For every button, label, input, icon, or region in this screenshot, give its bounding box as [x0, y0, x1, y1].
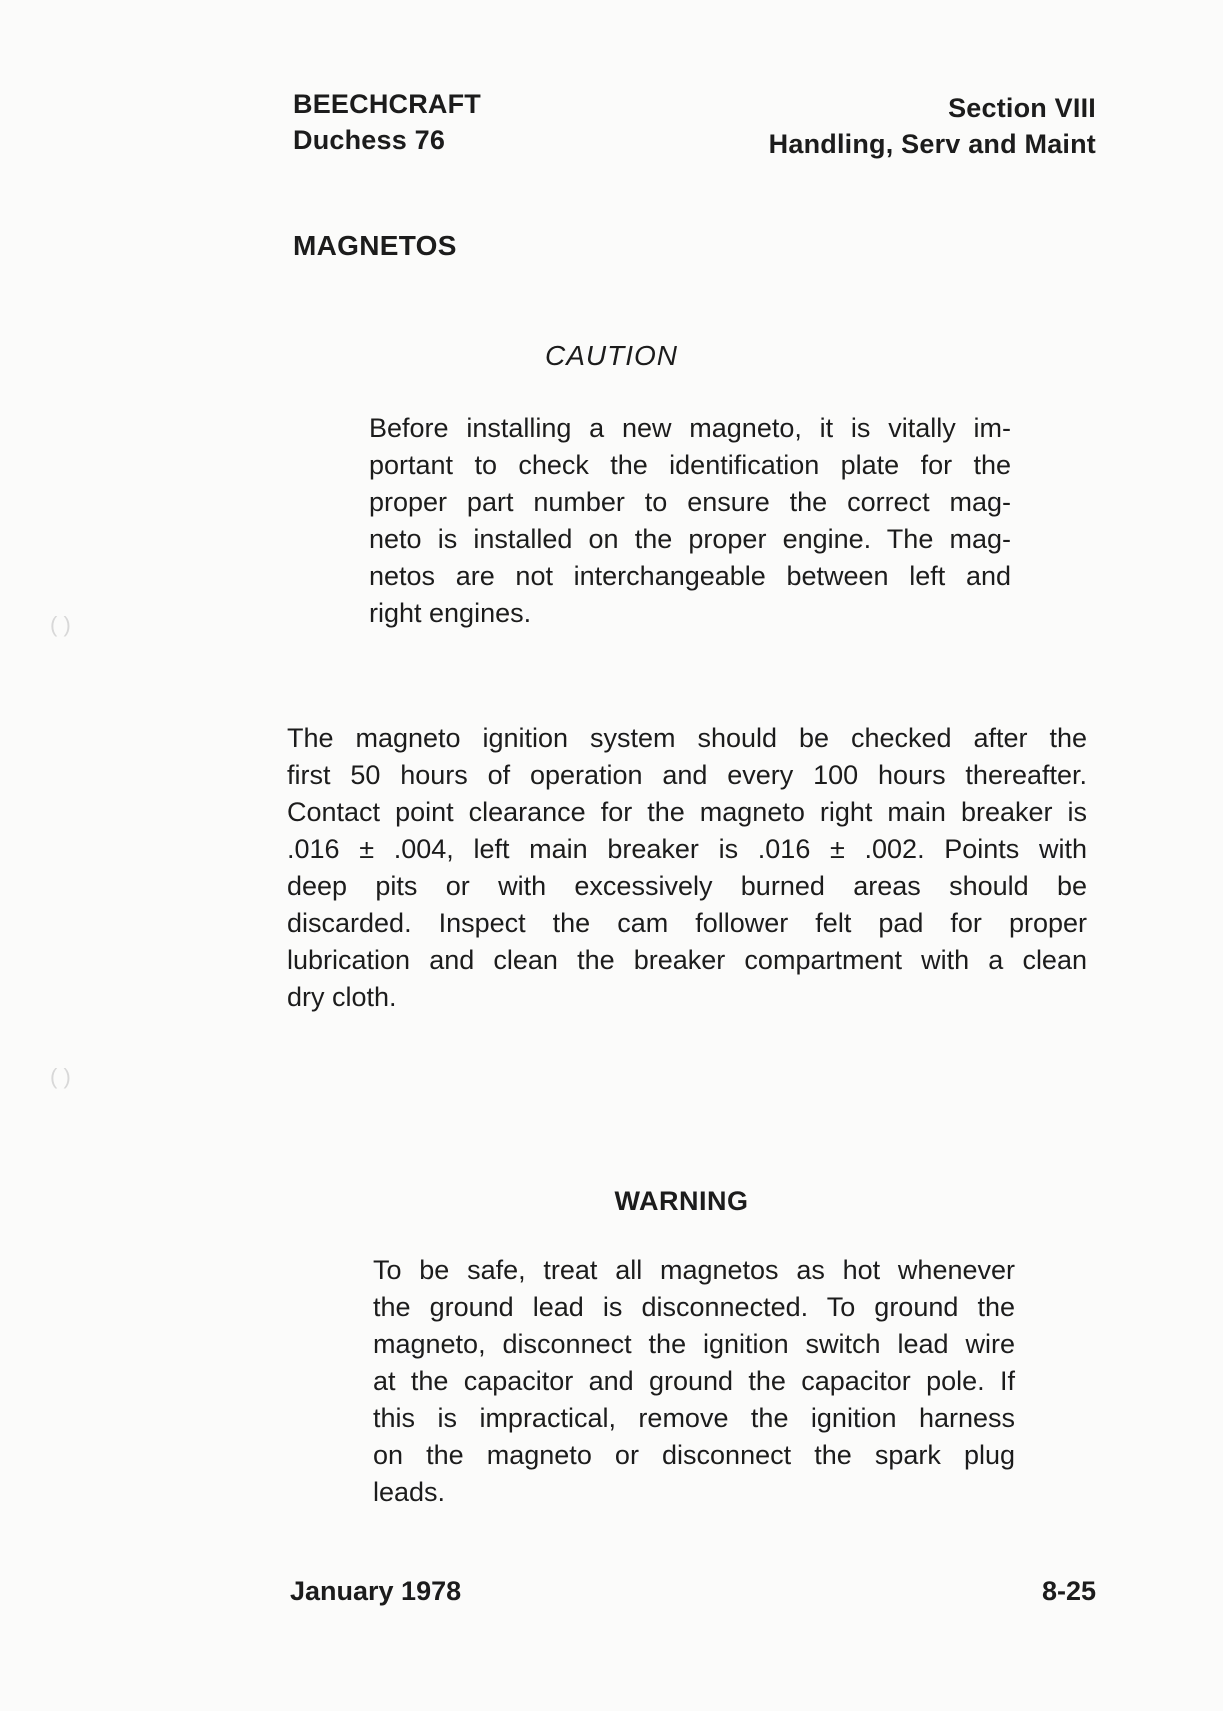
body-line: .016 ± .004, left main breaker is .016 ± .002. Points with	[287, 834, 1087, 864]
footer-page-number: 8-25	[1041, 1576, 1096, 1606]
caution-line: proper part number to ensure the correct mag-	[369, 487, 1011, 517]
binder-hole-mark: ( )	[50, 1064, 71, 1089]
warning-line: on the magneto or disconnect the spark plug	[373, 1440, 1015, 1470]
warning-title: WARNING	[614, 1186, 749, 1216]
caution-line: netos are not interchangeable between left and	[369, 561, 1011, 591]
body-paragraph	[287, 720, 1087, 1016]
body-line: The magneto ignition system should be checked after the	[287, 723, 1087, 753]
footer-date: January 1978	[290, 1576, 462, 1606]
warning-line: magneto, disconnect the ignition switch lead wire	[373, 1329, 1015, 1359]
caution-text	[369, 410, 1011, 632]
header-section-title: Handling, Serv and Maint	[768, 129, 1096, 159]
body-line: first 50 hours of operation and every 100 hours thereafter.	[287, 760, 1087, 790]
warning-line: at the capacitor and ground the capacitor pole. If	[373, 1366, 1015, 1396]
header-right	[769, 90, 1096, 162]
warning-line: this is impractical, remove the ignition harness	[373, 1403, 1015, 1433]
warning-line: leads.	[373, 1477, 446, 1507]
header-left	[293, 86, 481, 158]
section-title: MAGNETOS	[293, 230, 457, 261]
caution-line: Before installing a new magneto, it is vitally im-	[369, 413, 1011, 443]
caution-line: right engines.	[369, 598, 532, 628]
body-line: dry cloth.	[287, 982, 397, 1012]
body-line: lubrication and clean the breaker compartment with a clean	[287, 945, 1087, 975]
caution-title: CAUTION	[545, 340, 678, 371]
warning-line: To be safe, treat all magnetos as hot whenever	[373, 1255, 1015, 1285]
caution-line: portant to check the identification plate for the	[369, 450, 1011, 480]
header-section: Section VIII	[948, 93, 1096, 123]
warning-text	[373, 1252, 1015, 1511]
body-line: Contact point clearance for the magneto right main breaker is	[287, 797, 1087, 827]
warning-line: the ground lead is disconnected. To ground the	[373, 1292, 1015, 1322]
body-line: discarded. Inspect the cam follower felt pad for proper	[287, 908, 1087, 938]
binder-hole-mark: ( )	[50, 612, 71, 637]
header-manufacturer: BEECHCRAFT	[293, 89, 481, 119]
body-line: deep pits or with excessively burned areas should be	[287, 871, 1087, 901]
header-model: Duchess 76	[293, 125, 446, 155]
caution-line: neto is installed on the proper engine. The mag-	[369, 524, 1011, 554]
